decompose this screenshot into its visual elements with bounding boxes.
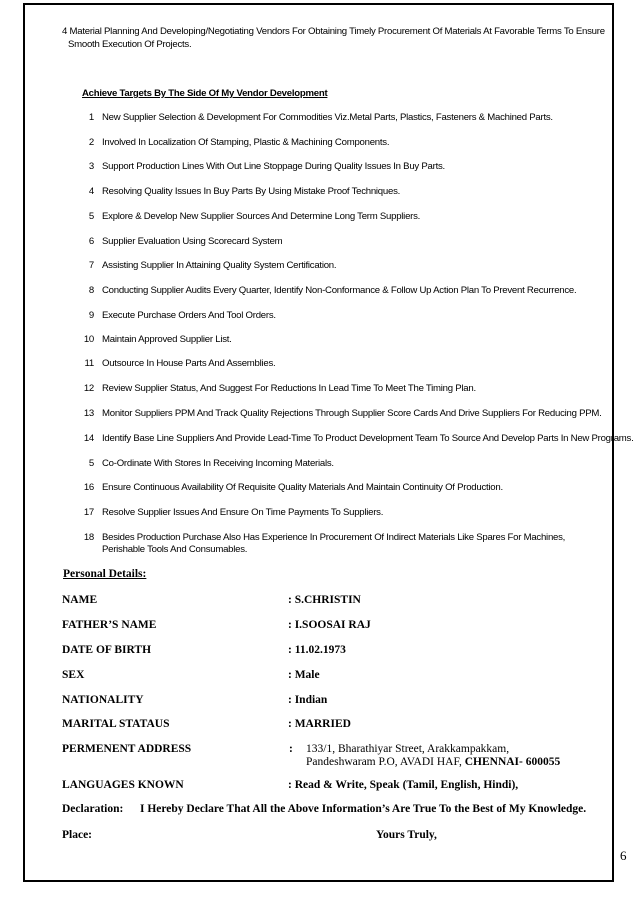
father-label: FATHER’S NAME [62, 619, 157, 631]
sex-value: : Male [288, 669, 320, 681]
item-text: Resolving Quality Issues In Buy Parts By Using Mistake Proof Techniques. [102, 186, 401, 197]
dob-value: : 11.02.1973 [288, 644, 346, 656]
marital-label: MARITAL STATAUS [62, 718, 170, 730]
personal-details-heading: Personal Details: [63, 568, 147, 580]
item-text: Maintain Approved Supplier List. [102, 334, 232, 345]
nationality-label: NATIONALITY [62, 694, 144, 706]
address-city: CHENNAI- 600055 [464, 756, 561, 768]
item-number: 16 [83, 482, 94, 493]
item-number: 14 [83, 433, 94, 444]
item-number: 6 [88, 236, 94, 247]
marital-value: : MARRIED [288, 718, 351, 730]
item-text: Support Production Lines With Out Line Stoppage During Quality Issues In Buy Parts. [102, 161, 445, 172]
sex-label: SEX [62, 669, 85, 681]
name-value: : S.CHRISTIN [288, 594, 361, 606]
intro-line-1: 4 Material Planning And Developing/Negotiating Vendors For Obtaining Timely Procurement Of Materials At Favorable Terms To Ensure [62, 26, 605, 37]
item-text [102, 532, 627, 556]
address-line-2: Pandeshwaram P.O, AVADI HAF, [306, 756, 465, 768]
languages-label: LANGUAGES KNOWN [62, 779, 184, 791]
item-text: Co-Ordinate With Stores In Receiving Incoming Materials. [102, 458, 334, 469]
item-text: Identify Base Line Suppliers And Provide Lead-Time To Product Development Team To Source And Develop Parts In New Programs. [102, 433, 634, 444]
item-text: Monitor Suppliers PPM And Track Quality Rejections Through Supplier Score Cards And Drive Suppliers For Reducing PPM. [102, 408, 602, 419]
address-value [306, 743, 560, 769]
address-label: PERMENENT ADDRESS [62, 743, 192, 755]
item-text: Execute Purchase Orders And Tool Orders. [102, 310, 276, 321]
address-line-1: 133/1, Bharathiyar Street, Arakkampakkam, [306, 743, 510, 755]
item-number: 5 [88, 211, 94, 222]
item-number: 1 [88, 112, 94, 123]
languages-value: : Read & Write, Speak (Tamil, English, Hindi), [288, 779, 519, 791]
closing-text: Yours Truly, [376, 829, 437, 841]
item-number: 9 [88, 310, 94, 321]
page-number: 6 [620, 848, 627, 863]
item-number: 7 [88, 260, 94, 271]
address-colon: : [289, 743, 293, 755]
nationality-value: : Indian [288, 694, 328, 706]
intro-line-2: Smooth Execution Of Projects. [68, 39, 192, 50]
item-text: Involved In Localization Of Stamping, Plastic & Machining Components. [102, 137, 390, 148]
item-text-line-1: Besides Production Purchase Also Has Experience In Procurement Of Indirect Materials Like Spares For Machines, [102, 532, 566, 543]
item-number: 13 [83, 408, 94, 419]
item-text: Supplier Evaluation Using Scorecard System [102, 236, 283, 247]
name-label: NAME [62, 594, 98, 606]
item-text: Explore & Develop New Supplier Sources And Determine Long Term Suppliers. [102, 211, 421, 222]
place-label: Place: [62, 829, 93, 841]
item-text: Outsource In House Parts And Assemblies. [102, 358, 276, 369]
declaration-label: Declaration: [62, 803, 124, 815]
item-number: 10 [83, 334, 94, 345]
item-text: Ensure Continuous Availability Of Requisite Quality Materials And Maintain Continuity Of Production. [102, 482, 503, 493]
item-number: 3 [88, 161, 94, 172]
father-value: : I.SOOSAI RAJ [288, 619, 371, 631]
declaration-text: I Hereby Declare That All the Above Information’s Are True To the Best of My Knowledge. [140, 803, 587, 815]
item-number: 4 [88, 186, 94, 197]
item-text: Resolve Supplier Issues And Ensure On Time Payments To Suppliers. [102, 507, 384, 518]
item-text: New Supplier Selection & Development For Commodities Viz.Metal Parts, Plastics, Fasteners & Machined Parts. [102, 112, 553, 123]
intro-paragraph [62, 25, 622, 51]
item-number: 5 [88, 458, 94, 469]
item-text: Review Supplier Status, And Suggest For Reductions In Lead Time To Meet The Timing Plan. [102, 383, 476, 394]
item-text: Assisting Supplier In Attaining Quality System Certification. [102, 260, 337, 271]
item-number: 8 [88, 285, 94, 296]
item-number: 17 [83, 507, 94, 518]
item-text-line-2: Perishable Tools And Consumables. [102, 544, 248, 555]
item-number: 18 [83, 532, 94, 543]
targets-heading: Achieve Targets By The Side Of My Vendor Development [82, 88, 328, 99]
item-number: 11 [84, 358, 94, 369]
dob-label: DATE OF BIRTH [62, 644, 152, 656]
item-text: Conducting Supplier Audits Every Quarter, Identify Non-Conformance & Follow Up Action Plan To Prevent Recurrence. [102, 285, 577, 296]
item-number: 12 [83, 383, 94, 394]
item-number: 2 [88, 137, 94, 148]
